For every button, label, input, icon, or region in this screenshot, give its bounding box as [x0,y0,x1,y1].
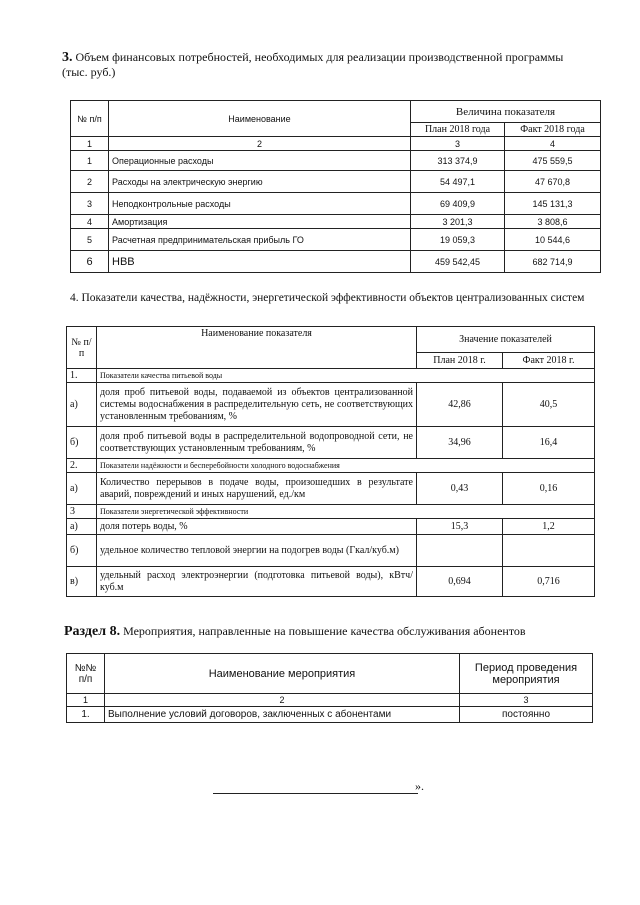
header-value: Величина показателя [411,101,601,123]
header-num: № п/п [71,101,109,137]
row-plan: 42,86 [417,383,503,427]
header-num: №№ п/п [67,654,105,694]
table-row [67,473,595,505]
table-row [67,707,593,723]
header-fact: Факт 2018 г. [503,353,595,369]
row-name: Операционные расходы [109,151,411,171]
row-num: 3 [71,193,109,215]
header-fact: Факт 2018 года [505,123,601,137]
row-name: Выполнение условий договоров, заключенных с абонентами [105,707,460,723]
table-row [67,519,595,535]
row-name: Неподконтрольные расходы [109,193,411,215]
row-name: НВВ [109,251,411,273]
row-num: 4 [71,215,109,229]
row-name: доля проб питьевой воды в распределительной водопроводной сети, не соответствующих установленным требованиям, % [97,427,417,459]
row-fact: 475 559,5 [505,151,601,171]
row-name: удельный расход электроэнергии (подготовка питьевой воды), кВтч/куб.м [97,567,417,597]
table-row [67,567,595,597]
row-num: 5 [71,229,109,251]
header-plan: План 2018 года [411,123,505,137]
header-num: № п/п [67,327,97,369]
group-row [67,459,595,473]
row-plan: 19 059,3 [411,229,505,251]
group-title: Показатели энергетической эффективности [97,505,595,519]
section4-title: 4. Показатели качества, надёжности, энергетической эффективности объектов централизованных систем [70,292,585,304]
section8-title: Мероприятия, направленные на повышение качества обслуживания абонентов [123,624,526,638]
row-fact: 47 670,8 [505,171,601,193]
signature-line [213,783,418,794]
section8-heading [64,624,604,639]
section8-label: Раздел 8. [64,624,121,639]
table-row [71,171,601,193]
row-fact: 40,5 [503,383,595,427]
group-row [67,505,595,519]
table-row [67,427,595,459]
header-name: Наименование [109,101,411,137]
header-name: Наименование мероприятия [105,654,460,694]
colnum-3: 3 [411,137,505,151]
row-name: Расчетная предпринимательская прибыль ГО [109,229,411,251]
row-num: 2 [71,171,109,193]
table-row [67,535,595,567]
section4-heading [70,291,588,306]
row-num: а) [67,383,97,427]
row-num: в) [67,567,97,597]
group-num: 2. [67,459,97,473]
row-plan: 313 374,9 [411,151,505,171]
section3-title: Объем финансовых потребностей, необходимых для реализации производственной программы [75,50,564,64]
row-fact: 0,716 [503,567,595,597]
quality-table [66,326,595,597]
row-num: 1 [71,151,109,171]
measures-table [66,653,593,723]
row-name: Амортизация [109,215,411,229]
row-plan: 3 201,3 [411,215,505,229]
table-row [71,193,601,215]
row-plan [417,535,503,567]
table-row [71,151,601,171]
row-fact: 1,2 [503,519,595,535]
financial-table [70,100,601,273]
row-fact [503,535,595,567]
table-row [71,251,601,273]
row-name: Количество перерывов в подаче воды, произошедших в результате аварий, повреждений и иных нарушений, ед./км [97,473,417,505]
row-num: а) [67,519,97,535]
colnum-3: 3 [460,694,593,707]
row-fact: 16,4 [503,427,595,459]
colnum-2: 2 [105,694,460,707]
row-plan: 34,96 [417,427,503,459]
row-name: Расходы на электрическую энергию [109,171,411,193]
row-name: доля потерь воды, % [97,519,417,535]
colnum-1: 1 [71,137,109,151]
row-num: 6 [71,251,109,273]
colnum-1: 1 [67,694,105,707]
header-plan: План 2018 г. [417,353,503,369]
group-num: 3 [67,505,97,519]
table-row [71,215,601,229]
row-num: б) [67,427,97,459]
row-fact: 145 131,3 [505,193,601,215]
group-title: Показатели качества питьевой воды [97,369,595,383]
colnum-2: 2 [109,137,411,151]
row-plan: 15,3 [417,519,503,535]
row-plan: 0,694 [417,567,503,597]
table-row [67,383,595,427]
row-name: удельное количество тепловой энергии на подогрев воды (Гкал/куб.м) [97,535,417,567]
row-num: б) [67,535,97,567]
row-num: 1. [67,707,105,723]
group-num: 1. [67,369,97,383]
row-fact: 682 714,9 [505,251,601,273]
header-value: Значение показателей [417,327,595,353]
row-fact: 10 544,6 [505,229,601,251]
row-fact: 0,16 [503,473,595,505]
row-plan: 69 409,9 [411,193,505,215]
row-plan: 54 497,1 [411,171,505,193]
row-plan: 459 542,45 [411,251,505,273]
colnum-4: 4 [505,137,601,151]
row-name: доля проб питьевой воды, подаваемой из объектов централизованной системы водоснабжения в распределительную сеть, не соответствующих установленным требованиям, % [97,383,417,427]
section3-heading [62,50,582,80]
row-num: а) [67,473,97,505]
closing-quote: ». [415,779,424,793]
row-fact: 3 808,6 [505,215,601,229]
section3-units: (тыс. руб.) [62,65,116,79]
section3-number: 3. [62,50,73,65]
header-name: Наименование показателя [97,327,417,369]
row-period: постоянно [460,707,593,723]
group-row [67,369,595,383]
group-title: Показатели надёжности и бесперебойности холодного водоснабжения [97,459,595,473]
header-period: Период проведения мероприятия [460,654,593,694]
table-row [71,229,601,251]
row-plan: 0,43 [417,473,503,505]
